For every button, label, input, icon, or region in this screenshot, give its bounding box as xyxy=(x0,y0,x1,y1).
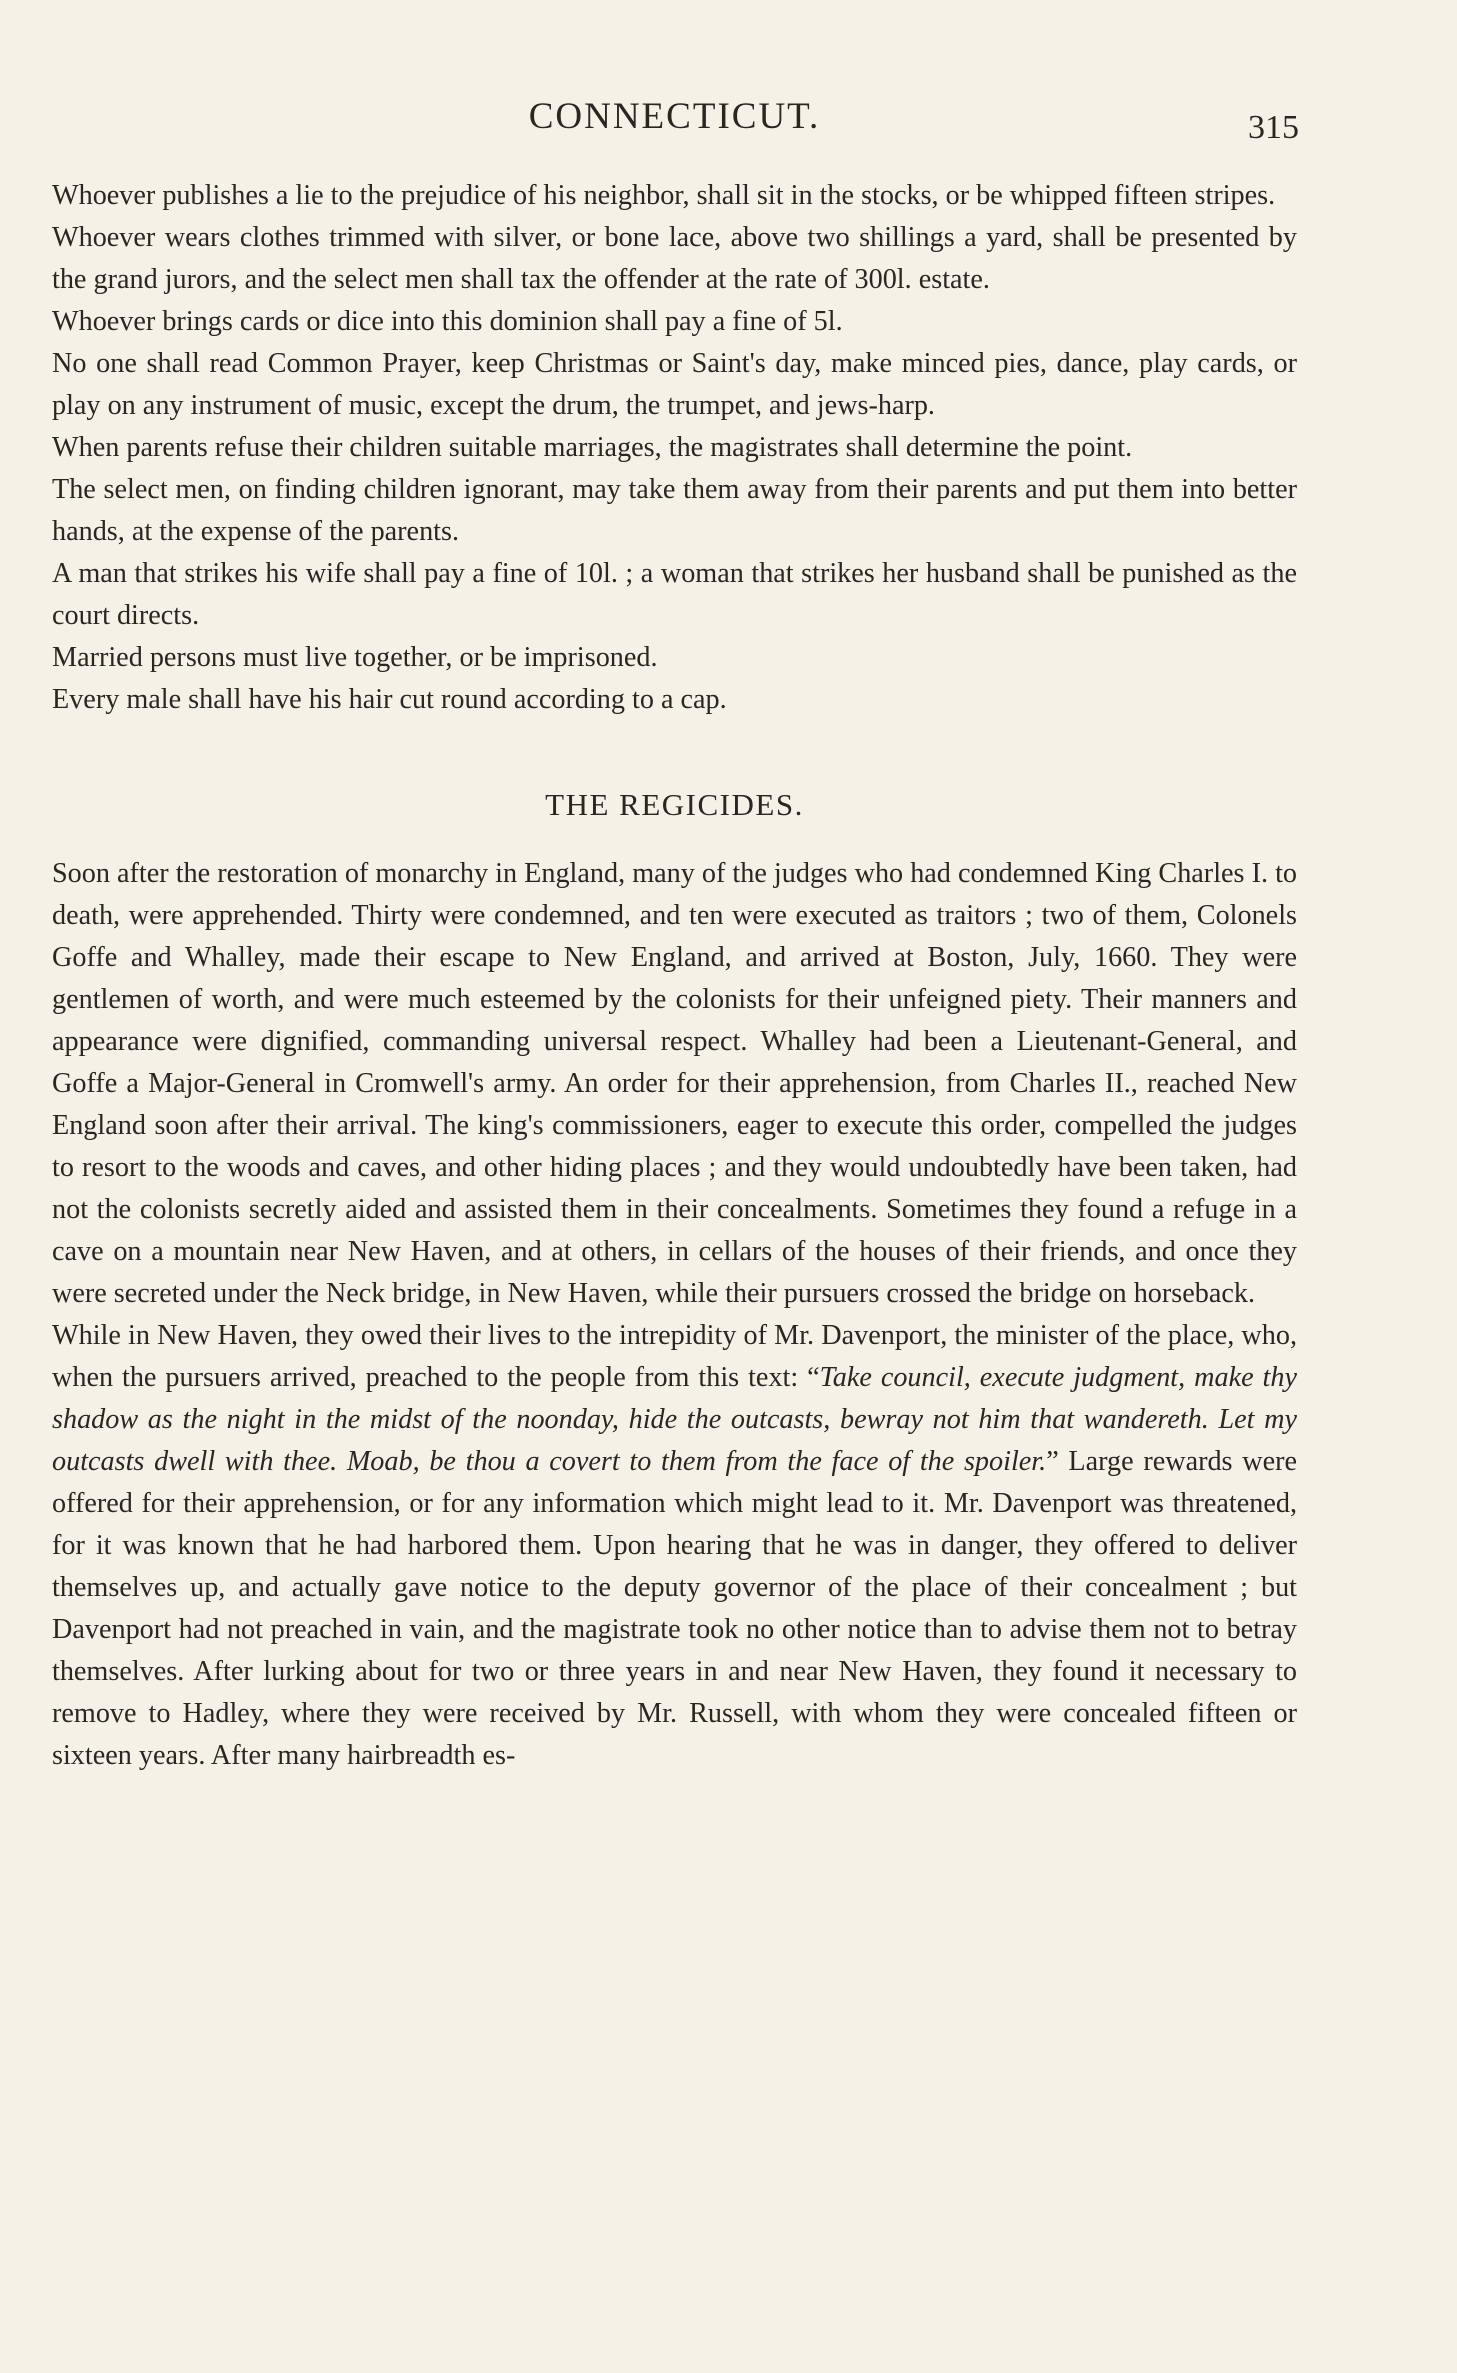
law-item: No one shall read Common Prayer, keep Christmas or Saint's day, make minced pies, dance, play cards, or play on any instrument of music, except the drum, the trumpet, and jews-harp. xyxy=(52,348,1297,421)
body-text xyxy=(52,175,1297,1777)
law-item: The select men, on finding children ignorant, may take them away from their parents and put them into better hands, at the expense of the parents. xyxy=(52,474,1297,547)
law-item: Whoever wears clothes trimmed with silver, or bone lace, above two shillings a yard, shall be presented by the grand jurors, and the select men shall tax the offender at the rate of 300l. estate. xyxy=(52,222,1297,295)
paragraph: Soon after the restoration of monarchy in England, many of the judges who had condemned King Charles I. to death, were apprehended. Thirty were condemned, and ten were executed as traitors ; two of them, Colonels Goffe and Whalley, made their escape to New England, and arrived at Boston, July, 1660. They were gentlemen of worth, and were much esteemed by the colonists for their unfeigned piety. Their manners and appearance were dignified, commanding universal respect. Whalley had been a Lieutenant-General, and Goffe a Major-General in Cromwell's army. An order for their apprehension, from Charles II., reached New England soon after their arrival. The king's commissioners, eager to execute this order, compelled the judges to resort to the woods and caves, and other hiding places ; and they would undoubtedly have been taken, had not the colonists secretly aided and assisted them in their concealments. Sometimes they found a refuge in a cave on a mountain near New Haven, and at others, in cellars of the houses of their friends, and once they were secreted under the Neck bridge, in New Haven, while their pursuers crossed the bridge on horseback. xyxy=(52,858,1297,1309)
paragraph-intro: While in New Haven, they owed their lives to the intrepidity of Mr. Davenport, the minister of the place, who, when the pursuers arrived, preached to the people from this text: “ xyxy=(52,1320,1297,1393)
paragraph-rest: ” Large rewards were offered for their apprehension, or for any information which might lead to it. Mr. Davenport was threatened, for it was known that he had harbored them. Upon hearing that he was in danger, they offered to deliver themselves up, and actually gave notice to the deputy governor of the place of their concealment ; but Davenport had not preached in vain, and the magistrate took no other notice than to advise them not to betray themselves. After lurking about for two or three years in and near New Haven, they found it necessary to remove to Hadley, where they were received by Mr. Russell, with whom they were concealed fifteen or sixteen years. After many hairbreadth es- xyxy=(52,1446,1297,1771)
scripture-quote: Take council, execute judgment, make thy shadow as the night in the midst of the noonday, hide the outcasts, bewray not him that wandereth. Let my outcasts dwell with thee. Moab, be thou a covert to them from the face of the spoiler. xyxy=(52,1362,1297,1477)
book-page xyxy=(52,95,1297,1777)
law-list xyxy=(52,175,1297,721)
law-item: When parents refuse their children suitable marriages, the magistrates shall determine the point. xyxy=(52,432,1133,463)
section-heading: THE REGICIDES. xyxy=(545,787,804,822)
law-item: Married persons must live together, or be imprisoned. xyxy=(52,642,658,673)
law-item: Whoever brings cards or dice into this dominion shall pay a fine of 5l. xyxy=(52,306,843,337)
law-item: A man that strikes his wife shall pay a fine of 10l. ; a woman that strikes her husband shall be punished as the court directs. xyxy=(52,558,1297,631)
running-title: CONNECTICUT. xyxy=(528,96,821,137)
law-item: Every male shall have his hair cut round according to a cap. xyxy=(52,684,727,715)
running-head xyxy=(52,95,1297,155)
paragraph xyxy=(52,1315,1297,1777)
law-item: Whoever publishes a lie to the prejudice of his neighbor, shall sit in the stocks, or be whipped fifteen stripes. xyxy=(52,180,1276,211)
page-number: 315 xyxy=(1248,109,1299,146)
